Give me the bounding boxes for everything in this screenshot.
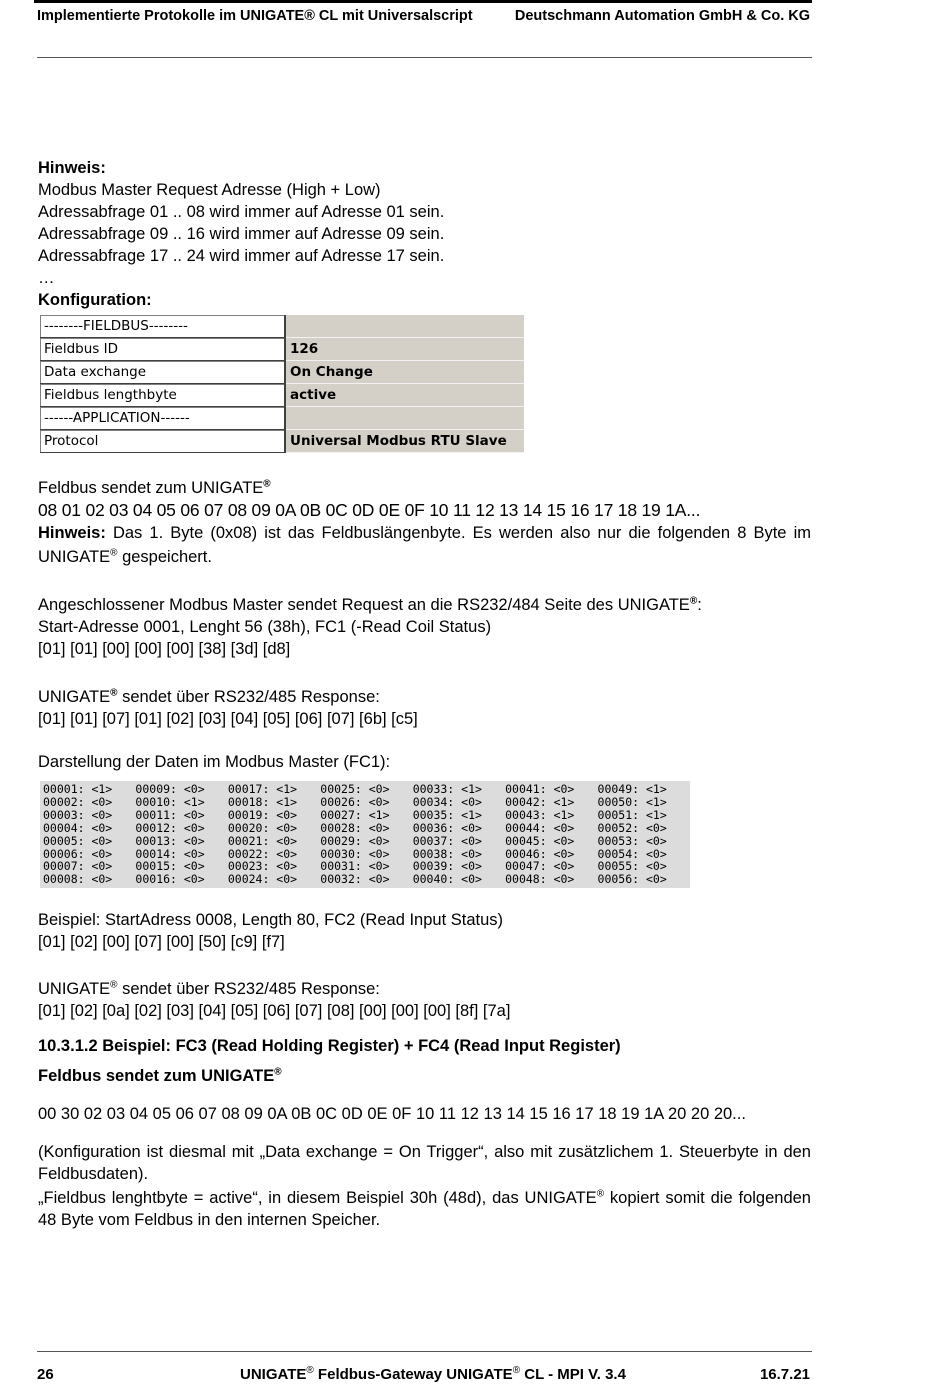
- fc1-hint-text-end: gespeichert.: [117, 548, 212, 566]
- coil-cell: 00048: <0>: [505, 872, 575, 887]
- section-heading: 10.3.1.2 Beispiel: FC3 (Read Holding Register) + FC4 (Read Input Register): [38, 1037, 621, 1056]
- coil-cell: 00001: <1>: [43, 782, 113, 796]
- registered-mark: ®: [263, 478, 271, 490]
- footer-title-a: UNIGATE: [240, 1366, 307, 1383]
- coil-cell: 00002: <0>: [43, 794, 113, 809]
- config-row: [40, 407, 524, 430]
- coil-cell: 00055: <0>: [597, 859, 667, 874]
- coil-cell: 00017: <1>: [227, 782, 298, 796]
- config-key: --------FIELDBUS--------: [40, 315, 285, 338]
- fc1-response-title-a: UNIGATE: [38, 688, 111, 706]
- fc1-response-bytes: [01] [01] [07] [01] [02] [03] [04] [05] [06] [07] [6b] [c5]: [38, 710, 418, 728]
- coil-cell: 00023: <0>: [227, 859, 298, 874]
- coil-cell: 00006: <0>: [43, 846, 113, 861]
- coil-cell: 00013: <0>: [135, 833, 205, 848]
- fc2-example: Beispiel: StartAdress 0008, Length 80, FC2 (Read Input Status): [38, 911, 504, 930]
- coil-cell: 00020: <0>: [227, 820, 298, 835]
- coil-cell: 00008: <0>: [43, 872, 113, 887]
- coil-row: [43, 835, 690, 848]
- footer-divider: [37, 1351, 812, 1352]
- registered-mark: ®: [512, 1365, 521, 1376]
- fc2-response-title: [38, 978, 811, 1000]
- config-key: Fieldbus lengthbyte: [40, 384, 285, 407]
- coil-cell: 00014: <0>: [135, 846, 205, 861]
- coil-cell: 00007: <0>: [43, 859, 113, 874]
- header-company: Deutschmann Automation GmbH & Co. KG: [514, 8, 810, 24]
- coil-cell: 00036: <0>: [412, 820, 482, 835]
- registered-mark: ®: [689, 595, 698, 607]
- footer-date: 16.7.21: [759, 1366, 810, 1383]
- coil-cell: 00038: <0>: [412, 846, 482, 861]
- config-value: On Change: [285, 361, 524, 384]
- section-hex: 00 30 02 03 04 05 06 07 08 09 0A 0B 0C 0D 0E 0F 10 11 12 13 14 15 16 17 18 19 1A 20 20 20...: [38, 1105, 746, 1124]
- config-value: Universal Modbus RTU Slave: [285, 430, 524, 453]
- fc1-response-title-b: sendet über RS232/485 Response:: [117, 688, 380, 706]
- fc1-fieldbus-sends: [38, 477, 811, 499]
- fc2-response-bytes: [01] [02] [0a] [02] [03] [04] [05] [06] [07] [08] [00] [00] [00] [8f] [7a]: [38, 1002, 511, 1021]
- coil-cell: 00021: <0>: [227, 833, 298, 848]
- fc1-master-request-text: Angeschlossener Modbus Master sendet Request an die RS232/484 Seite des UNIGATE: [38, 596, 690, 614]
- config-row: [40, 430, 524, 453]
- header-divider: [37, 57, 812, 58]
- coil-cell: 00016: <0>: [135, 872, 205, 887]
- header-top-bar: [34, 0, 812, 3]
- coil-cell: 00047: <0>: [505, 859, 575, 874]
- section-subheading: [38, 1065, 811, 1087]
- footer-title-c: CL - MPI V. 3.4: [520, 1366, 626, 1383]
- config-title: Konfiguration:: [38, 291, 152, 309]
- config-value: [285, 407, 524, 430]
- coil-cell: 00015: <0>: [135, 859, 205, 874]
- registered-mark: ®: [306, 1365, 314, 1376]
- note-line: Modbus Master Request Adresse (High + Low): [38, 181, 381, 199]
- registered-mark: ®: [596, 1188, 605, 1200]
- note-title: Hinweis:: [38, 159, 106, 177]
- coil-row: [43, 873, 690, 886]
- config-row: [40, 315, 524, 338]
- page-number: 26: [37, 1366, 54, 1383]
- header-title: Implementierte Protokolle im UNIGATE® CL mit Universalscript: [37, 8, 473, 24]
- config-table: [40, 315, 524, 453]
- config-row: [40, 338, 524, 361]
- coil-cell: 00019: <0>: [227, 807, 298, 822]
- coil-cell: 00050: <1>: [597, 794, 667, 809]
- coil-cell: 00032: <0>: [320, 872, 390, 887]
- note-line: Adressabfrage 17 .. 24 wird immer auf Adresse 17 sein.: [38, 247, 445, 265]
- fc1-display-title: Darstellung der Daten im Modbus Master (FC1):: [38, 753, 391, 771]
- coil-cell: 00037: <0>: [412, 833, 482, 848]
- fc2-request-bytes: [01] [02] [00] [07] [00] [50] [c9] [f7]: [38, 933, 285, 952]
- coil-cell: 00011: <0>: [135, 807, 205, 822]
- coil-cell: 00041: <0>: [505, 782, 575, 796]
- note-line: Adressabfrage 09 .. 16 wird immer auf Adresse 09 sein.: [38, 225, 445, 243]
- config-key: ------APPLICATION------: [40, 407, 285, 430]
- config-value: [285, 315, 524, 338]
- coil-cell: 00010: <1>: [135, 794, 205, 809]
- fc1-start-address: Start-Adresse 0001, Lenght 56 (38h), FC1 (-Read Coil Status): [38, 618, 492, 636]
- registered-mark: ®: [274, 1066, 282, 1078]
- note-ellipsis: …: [38, 269, 55, 287]
- coil-cell: 00009: <0>: [135, 782, 205, 796]
- fc1-master-request: [38, 594, 811, 616]
- coil-cell: 00045: <0>: [505, 833, 575, 848]
- registered-mark: ®: [110, 687, 118, 699]
- coil-cell: 00056: <0>: [597, 872, 667, 887]
- fc1-request-bytes: [01] [01] [00] [00] [00] [38] [3d] [d8]: [38, 640, 291, 658]
- fc1-response-title: [38, 686, 811, 708]
- config-key: Data exchange: [40, 361, 285, 384]
- fc2-response-title-b: sendet über RS232/485 Response:: [117, 980, 380, 999]
- page-content: [38, 157, 811, 1231]
- coil-cell: 00039: <0>: [412, 859, 482, 874]
- fc2-response-title-a: UNIGATE: [38, 980, 111, 999]
- coil-cell: 00043: <1>: [505, 807, 575, 822]
- config-value: 126: [285, 338, 524, 361]
- coil-cell: 00052: <0>: [597, 820, 667, 835]
- coil-cell: 00022: <0>: [227, 846, 298, 861]
- coil-cell: 00033: <1>: [412, 782, 482, 796]
- coil-cell: 00029: <0>: [320, 833, 390, 848]
- coil-cell: 00046: <0>: [505, 846, 575, 861]
- config-key: Fieldbus ID: [40, 338, 285, 361]
- coil-cell: 00031: <0>: [320, 859, 390, 874]
- fc1-fieldbus-hex: 08 01 02 03 04 05 06 07 08 09 0A 0B 0C 0D 0E 0F 10 11 12 13 14 15 16 17 18 19 1A...: [38, 500, 701, 520]
- config-row: [40, 361, 524, 384]
- config-row: [40, 384, 524, 407]
- coil-cell: 00054: <0>: [597, 846, 667, 861]
- coil-cell: 00012: <0>: [135, 820, 205, 835]
- coil-cell: 00044: <0>: [505, 820, 575, 835]
- coil-cell: 00030: <0>: [320, 846, 390, 861]
- coil-row: [43, 796, 690, 809]
- section-para-2-b: kopiert somit die folgenden 48 Byte vom Feldbus in den internen Speicher.: [38, 1189, 811, 1230]
- note-line: Adressabfrage 01 .. 08 wird immer auf Adresse 01 sein.: [38, 203, 445, 221]
- section-para-2-a: „Fieldbus lenghtbyte = active“, in diesem Beispiel 30h (48d), das UNIGATE: [38, 1189, 597, 1208]
- coil-cell: 00026: <0>: [320, 794, 390, 809]
- fc1-hint-label: Hinweis:: [38, 524, 106, 542]
- section-para-2: [38, 1187, 811, 1231]
- coil-row: [43, 809, 690, 822]
- fc1-hint-text: Das 1. Byte (0x08) ist das Feldbuslängenbyte. Es werden also nur die folgenden 8 Byte im UNIGATE: [38, 524, 811, 566]
- section-para-1: (Konfiguration ist diesmal mit „Data exchange = On Trigger“, also mit zusätzlichem 1. Steuerbyte in den Feldbusdaten).: [38, 1143, 811, 1184]
- coil-cell: 00005: <0>: [43, 833, 113, 848]
- fc1-hint: [38, 521, 811, 569]
- registered-mark: ®: [110, 547, 118, 559]
- coil-row: [43, 822, 690, 835]
- coil-cell: 00035: <1>: [412, 807, 482, 822]
- coil-cell: 00024: <0>: [227, 872, 298, 887]
- coil-row: [43, 783, 690, 796]
- coil-cell: 00034: <0>: [412, 794, 482, 809]
- coil-cell: 00051: <1>: [597, 807, 667, 822]
- fc1-master-request-colon: :: [697, 596, 702, 614]
- coil-cell: 00053: <0>: [597, 833, 667, 848]
- coil-cell: 00004: <0>: [43, 820, 113, 835]
- config-key: Protocol: [40, 430, 285, 453]
- coil-cell: 00027: <1>: [320, 807, 390, 822]
- coil-cell: 00042: <1>: [505, 794, 575, 809]
- coil-status-grid: [40, 781, 690, 888]
- coil-cell: 00040: <0>: [412, 872, 482, 887]
- coil-cell: 00018: <1>: [227, 794, 298, 809]
- coil-cell: 00028: <0>: [320, 820, 390, 835]
- coil-cell: 00025: <0>: [320, 782, 390, 796]
- fc1-fieldbus-sends-text: Feldbus sendet zum UNIGATE: [38, 479, 264, 497]
- coil-cell: 00049: <1>: [597, 782, 667, 796]
- footer-title-b: Feldbus-Gateway UNIGATE: [313, 1366, 513, 1383]
- registered-mark: ®: [110, 979, 118, 991]
- config-value: active: [285, 384, 524, 407]
- footer-title: [240, 1366, 626, 1383]
- coil-cell: 00003: <0>: [43, 807, 113, 822]
- section-subheading-text: Feldbus sendet zum UNIGATE: [38, 1067, 275, 1086]
